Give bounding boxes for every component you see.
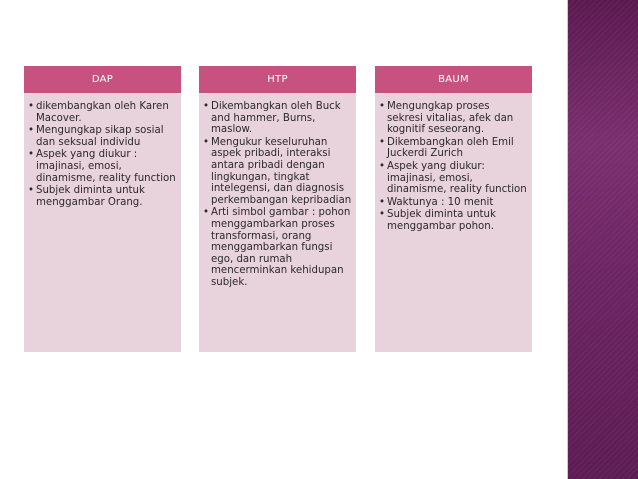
column-htp <box>199 66 356 352</box>
list-item-text: Subjek diminta untuk menggambar pohon. <box>387 209 496 232</box>
list-item-text: Subjek diminta untuk menggambar Orang. <box>36 185 145 208</box>
list-item <box>203 137 352 207</box>
list-item-text: Mengungkap proses sekresi vitalias, afek dan kognitif seseorang. <box>387 101 514 136</box>
column-header-htp: HTP <box>199 66 356 93</box>
bullet-icon: • <box>379 209 386 221</box>
bullet-icon: • <box>379 160 386 172</box>
list-item-text: dikembangkan oleh Karen Macover. <box>36 101 169 124</box>
bullet-icon: • <box>28 101 35 112</box>
column-dap <box>24 66 181 352</box>
column-header-baum: BAUM <box>375 66 532 93</box>
list-item <box>28 101 177 124</box>
list-item-text: Dikembangkan oleh Emil Juckerdi Zurich <box>387 136 514 160</box>
bullet-icon: • <box>203 101 210 112</box>
bullet-list-dap <box>24 93 181 208</box>
list-item-text: Mengungkap sikap sosial dan seksual individu <box>36 125 164 148</box>
list-item <box>28 185 177 208</box>
list-item <box>379 197 528 209</box>
bullet-icon: • <box>203 136 210 148</box>
band-texture <box>568 0 638 479</box>
list-item-text: Waktunya : 10 menit <box>387 196 494 208</box>
list-item <box>28 125 177 148</box>
list-item <box>379 209 528 232</box>
side-decorative-band <box>568 0 638 479</box>
bullet-list-htp <box>199 93 356 289</box>
list-item-text: Mengukur keseluruhan aspek pribadi, interaksi antara pribadi dengan lingkungan, tingkat intelegensi, dan diagnosis perkembangan kepribadian <box>211 136 352 206</box>
list-item <box>203 101 352 136</box>
column-header-dap: DAP <box>24 66 181 93</box>
list-item <box>28 149 177 184</box>
bullet-icon: • <box>379 136 386 148</box>
list-item-text: Dikembangkan oleh Buck and hammer, Burns, maslow. <box>211 101 341 136</box>
column-baum <box>375 66 532 352</box>
bullet-list-baum <box>375 93 532 233</box>
bullet-icon: • <box>28 185 35 197</box>
list-item <box>203 207 352 288</box>
list-item-text: Aspek yang diukur: imajinasi, emosi, dinamisme, reality function <box>387 160 527 196</box>
bullet-icon: • <box>379 101 386 112</box>
list-item-text: Aspek yang diukur : imajinasi, emosi, dinamisme, reality function <box>36 149 176 184</box>
list-item <box>379 137 528 160</box>
bullet-icon: • <box>28 125 35 137</box>
list-item <box>379 101 528 136</box>
list-item-text: Arti simbol gambar : pohon menggambarkan proses transformasi, orang menggambarkan fungsi ego, dan rumah mencerminkan kehidupan subjek. <box>211 207 351 288</box>
list-item <box>379 161 528 196</box>
bullet-icon: • <box>203 207 210 219</box>
bullet-icon: • <box>28 149 35 161</box>
bullet-icon: • <box>379 196 386 208</box>
